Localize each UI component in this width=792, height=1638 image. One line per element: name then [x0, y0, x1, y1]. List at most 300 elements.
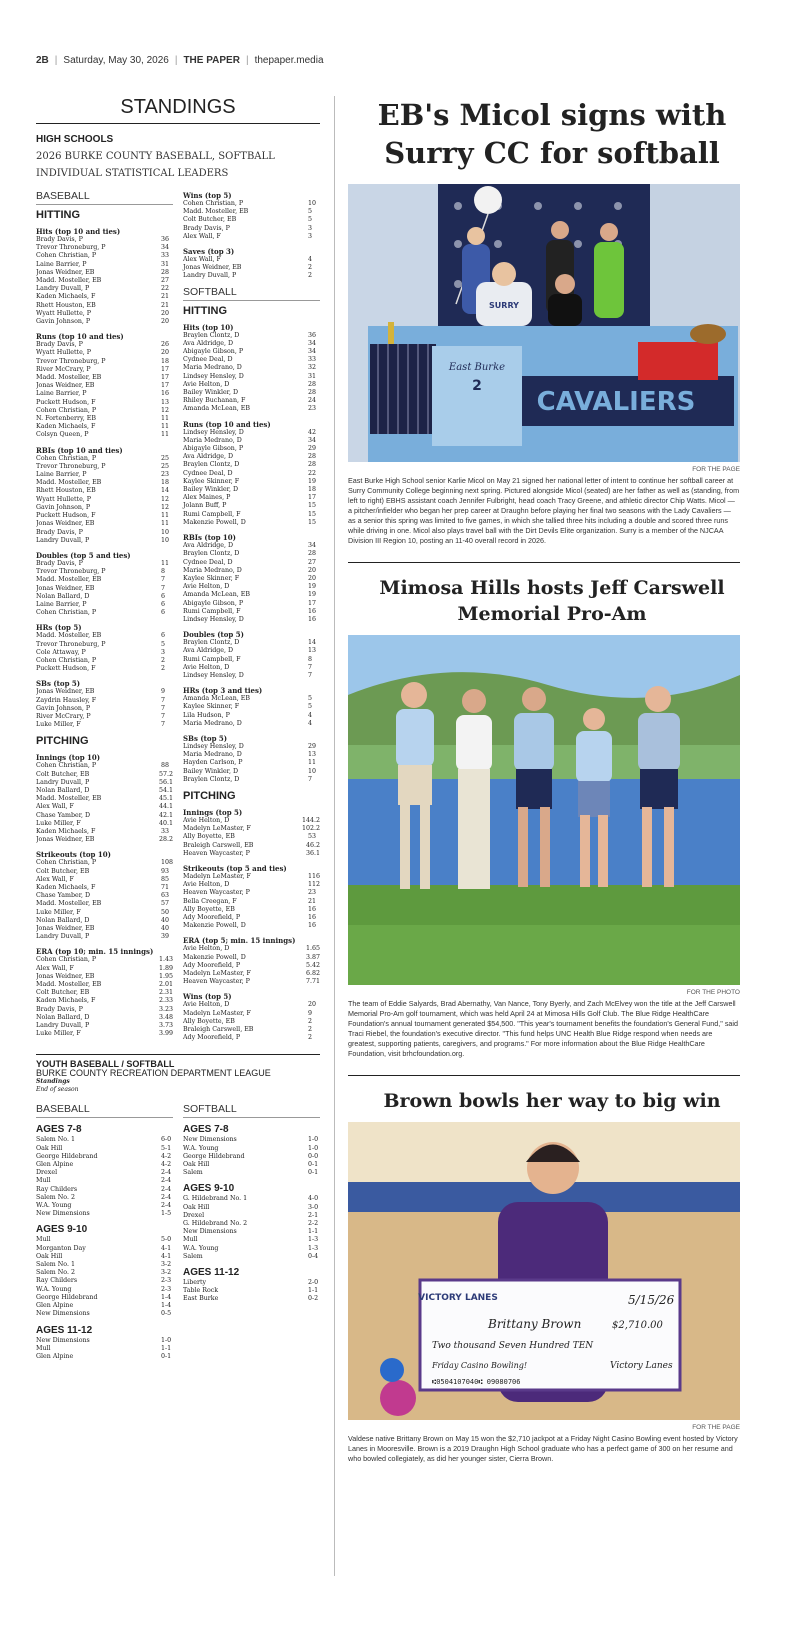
player-row	[36, 632, 173, 640]
player-name: Alex Wall, F	[36, 964, 74, 972]
stat-category-heading: Innings (top 5)	[183, 807, 243, 817]
stat-value: 11	[161, 512, 170, 520]
stat-value: 20	[308, 1001, 317, 1009]
stat-value: 10	[161, 528, 170, 536]
player-row	[183, 340, 320, 348]
stat-value: 11	[161, 431, 170, 439]
stat-value: 6.82	[305, 970, 320, 978]
stat-value: 12	[161, 503, 170, 511]
team-name: Salem	[183, 1252, 203, 1260]
team-name: New Dimensions	[36, 1210, 90, 1218]
team-name: Liberty	[183, 1279, 207, 1287]
team-record: 1-1	[308, 1287, 319, 1295]
player-row	[36, 884, 173, 892]
stat-value: 85	[161, 875, 170, 883]
check-micr: ⑆0504107040⑆ 09080706	[432, 1378, 521, 1386]
player-row	[183, 478, 320, 486]
header-separator: |	[245, 55, 249, 66]
player-row	[183, 970, 320, 978]
stat-value: 3.87	[305, 953, 320, 961]
player-row	[183, 1018, 320, 1026]
player-row	[36, 649, 173, 657]
player-name: Braylen Clontz, D	[183, 775, 240, 783]
stat-value: 2.01	[158, 981, 173, 989]
stat-value: 3	[308, 232, 313, 240]
stat-value: 27	[161, 277, 170, 285]
stat-value: 21	[308, 897, 317, 905]
player-name: Luke Miller, F	[36, 819, 81, 827]
team-row	[36, 1153, 173, 1161]
stat-value: 11	[161, 559, 170, 567]
player-row	[183, 616, 320, 624]
team-row	[183, 1253, 320, 1261]
player-name: Jonas Weidner, EB	[36, 972, 95, 980]
check-logo: VICTORY LANES	[418, 1293, 498, 1303]
team-name: Mull	[36, 1344, 51, 1352]
player-name: Avie Helton, D	[183, 1001, 230, 1009]
stat-category-heading: Doubles (top 5 and ties)	[36, 550, 131, 560]
team-row	[183, 1153, 320, 1161]
player-name: Lindsey Hensley, D	[183, 742, 244, 750]
team-row	[36, 1261, 173, 1269]
stat-value: 34	[308, 542, 317, 550]
story-divider	[348, 1075, 740, 1076]
team-row	[183, 1195, 320, 1203]
player-row	[36, 779, 173, 787]
baseball-hitting-stats	[36, 227, 173, 729]
player-row	[183, 356, 320, 364]
player-row	[183, 348, 320, 356]
player-name: Bailey Winkler, D	[183, 486, 239, 494]
stat-value: 17	[161, 382, 170, 390]
team-name: Mull	[36, 1177, 51, 1185]
player-name: Chase Yamber, D	[36, 892, 91, 900]
check-words: Two thousand Seven Hundred TEN	[432, 1341, 594, 1351]
team-record: 2-4	[161, 1177, 172, 1185]
stat-value: 25	[161, 462, 170, 470]
stat-value: 7	[161, 721, 166, 729]
player-name: Colt Butcher, EB	[36, 770, 90, 778]
page-number: 2B	[36, 55, 49, 66]
team-row	[183, 1161, 320, 1169]
player-row	[36, 236, 173, 244]
player-row	[36, 593, 173, 601]
player-row	[36, 585, 173, 593]
stat-value: 16	[308, 922, 317, 930]
player-name: Trevor Throneburg, P	[36, 244, 106, 252]
stat-value: 71	[161, 884, 170, 891]
player-row	[36, 537, 173, 545]
stat-value: 40.1	[158, 819, 173, 827]
stat-value: 36	[308, 331, 317, 339]
player-name: Madelyn LeMaster, F	[183, 1009, 251, 1017]
player-name: Brady Davis, P	[36, 528, 83, 536]
youth-standings-label: Standings	[36, 1078, 70, 1086]
player-name: Lindsey Hensley, D	[183, 671, 244, 679]
player-row	[36, 358, 173, 366]
player-row	[36, 697, 173, 705]
player-name: Madd. Mosteller, EB	[36, 479, 102, 487]
player-name: Madd. Mosteller, EB	[36, 632, 102, 640]
player-name: Avie Helton, D	[183, 945, 230, 953]
player-name: Heaven Waycaster, P	[183, 889, 250, 897]
player-name: Ady Moorefield, P	[183, 914, 241, 921]
team-record: 1-0	[308, 1136, 319, 1144]
team-record: 0-1	[308, 1161, 319, 1169]
player-row	[183, 833, 320, 841]
stat-value: 15	[308, 510, 317, 518]
player-row	[183, 567, 320, 575]
stat-category-heading: Wins (top 5)	[183, 992, 232, 1002]
team-record: 0-1	[161, 1352, 172, 1360]
team-record: 1-4	[161, 1293, 172, 1301]
stat-value: 34	[161, 244, 170, 252]
softball-label: SOFTBALL	[183, 283, 320, 301]
team-record: 5-1	[161, 1144, 172, 1152]
stat-value: 39	[161, 933, 170, 941]
stat-value: 17	[161, 365, 170, 373]
player-row	[36, 909, 173, 917]
stat-value: 10	[161, 536, 170, 544]
team-name: G. Hildebrand No. 1	[183, 1195, 248, 1203]
stat-category-heading: HRs (top 3 and ties)	[183, 686, 263, 696]
stat-value: 63	[161, 892, 170, 900]
stat-value: 53	[308, 833, 317, 841]
player-row	[36, 520, 173, 528]
team-name: Salem	[183, 1169, 203, 1177]
team-record: 4-0	[308, 1195, 319, 1203]
player-name: Gavin Johnson, P	[36, 503, 91, 511]
stat-value: 33	[161, 252, 170, 260]
stat-category-heading: SBs (top 5)	[183, 733, 228, 743]
player-name: Ava Aldridge, D	[183, 647, 234, 655]
player-name: Ally Boyette, EB	[183, 1017, 235, 1025]
player-name: Makenzie Powell, D	[183, 518, 246, 526]
player-row	[183, 332, 320, 340]
player-name: Madd. Mosteller, EB	[36, 374, 102, 382]
player-row	[36, 382, 173, 390]
player-row	[36, 721, 173, 729]
team-name: W.A. Young	[183, 1144, 219, 1152]
standings-subheading: 2026 BURKE COUNTY BASEBALL, SOFTBALL	[36, 151, 275, 162]
player-row	[36, 828, 173, 836]
player-row	[183, 364, 320, 372]
player-name: Cydnee Deal, D	[183, 469, 233, 477]
team-record: 4-1	[161, 1252, 172, 1260]
stat-category-heading: RBIs (top 10)	[183, 533, 236, 543]
pitching-heading: PITCHING	[36, 735, 89, 748]
stat-value: 1.43	[158, 956, 173, 964]
team-record: 2-0	[308, 1279, 319, 1287]
player-name: Madelyn LeMaster, F	[183, 970, 251, 978]
stat-value: 8	[308, 655, 313, 663]
team-row	[183, 1279, 320, 1287]
team-name: Table Rock	[183, 1287, 219, 1295]
player-name: Jonas Weidner, EB	[36, 584, 95, 592]
player-name: Puckett Hudson, F	[36, 398, 96, 406]
stat-value: 11	[161, 423, 170, 431]
player-name: Rumi Campbell, F	[183, 655, 241, 663]
youth-season-label: End of season	[36, 1086, 79, 1094]
team-name: Salem No. 1	[36, 1261, 75, 1269]
stat-value: 20	[308, 574, 317, 582]
team-name: W.A. Young	[36, 1202, 72, 1210]
player-name: Wyatt Hullette, P	[36, 309, 92, 317]
stat-value: 3	[308, 224, 313, 232]
header-separator: |	[54, 55, 58, 66]
player-name: Kaden Michaels, F	[36, 293, 96, 301]
stat-value: 23	[161, 471, 170, 479]
player-row	[183, 486, 320, 494]
player-row	[183, 776, 320, 784]
jersey-text: East Burke	[448, 362, 506, 373]
player-row	[183, 453, 320, 461]
player-name: Avie Helton, D	[183, 583, 230, 591]
player-row	[36, 609, 173, 617]
page-header	[36, 55, 756, 66]
player-row	[36, 463, 173, 471]
player-name: Gavin Johnson, P	[36, 704, 91, 712]
player-row	[36, 665, 173, 673]
player-row	[36, 407, 173, 415]
player-name: Cohen Christian, P	[36, 859, 97, 867]
paper-site[interactable]: thepaper.media	[254, 55, 324, 66]
player-row	[183, 264, 320, 272]
stat-value: 57	[161, 900, 170, 908]
player-row	[183, 898, 320, 906]
youth-title: YOUTH BASEBALL / SOFTBALL	[36, 1059, 175, 1070]
stat-value: 34	[308, 339, 317, 347]
player-row	[36, 504, 173, 512]
stat-value: 9	[161, 688, 166, 696]
player-name: Ady Moorefield, P	[183, 1034, 241, 1042]
stat-value: 102.2	[301, 825, 320, 833]
age-group-heading: AGES 9-10	[36, 1224, 88, 1236]
player-name: Landry Duvall, P	[36, 285, 90, 293]
team-name: Mull	[183, 1236, 198, 1244]
youth-baseball-standings	[36, 1124, 173, 1361]
stat-value: 108	[160, 859, 173, 867]
stat-value: 13	[161, 398, 170, 406]
team-row	[36, 1236, 173, 1244]
player-row	[36, 868, 173, 876]
player-row	[183, 978, 320, 986]
player-name: Braylen Clontz, D	[183, 550, 240, 558]
stat-category-heading: Hits (top 10 and ties)	[36, 227, 121, 236]
team-row	[183, 1245, 320, 1253]
player-row	[36, 496, 173, 504]
team-row	[36, 1245, 173, 1253]
team-row	[36, 1210, 173, 1218]
player-row	[183, 817, 320, 825]
player-row	[36, 981, 173, 989]
youth-standings	[36, 1054, 320, 1361]
team-row	[36, 1161, 173, 1169]
stat-value: 5	[308, 216, 313, 224]
stat-value: 7	[161, 576, 166, 584]
stat-value: 2.31	[158, 989, 173, 997]
player-row	[183, 850, 320, 858]
team-row	[36, 1253, 173, 1261]
team-row	[36, 1169, 173, 1177]
player-row	[36, 341, 173, 349]
team-name: Ray Childers	[36, 1185, 78, 1193]
player-name: Heaven Waycaster, P	[183, 849, 250, 857]
stat-value: 23	[308, 889, 317, 897]
stat-value: 88	[161, 762, 170, 770]
check-amount: $2,710.00	[612, 1320, 663, 1331]
player-row	[183, 272, 320, 280]
player-name: Puckett Hudson, F	[36, 512, 96, 520]
team-row	[36, 1277, 173, 1285]
stat-category-heading: Innings (top 10)	[36, 753, 101, 763]
player-row	[36, 820, 173, 828]
player-name: Luke Miller, F	[36, 908, 81, 916]
stat-value: 3.99	[158, 1030, 173, 1038]
team-name: Drexel	[183, 1211, 205, 1219]
team-name: G. Hildebrand No. 2	[183, 1220, 248, 1228]
team-record: 2-4	[161, 1193, 172, 1201]
player-name: Jonas Weidner, EB	[36, 836, 95, 844]
player-name: Rumi Campbell, F	[183, 510, 241, 518]
team-row	[183, 1212, 320, 1220]
team-record: 2-4	[161, 1185, 172, 1193]
player-row	[36, 349, 173, 357]
stat-category-heading: Wins (top 5)	[183, 191, 232, 200]
player-name: Jonas Weidner, EB	[36, 925, 95, 933]
team-record: 0-5	[161, 1310, 172, 1318]
team-name: Salem No. 2	[36, 1269, 75, 1277]
player-name: Lila Hudson, P	[183, 711, 230, 719]
player-row	[36, 956, 173, 964]
player-name: Trevor Throneburg, P	[36, 462, 106, 470]
player-name: Nolan Ballard, D	[36, 916, 90, 924]
player-name: Laine Barrier, P	[36, 390, 87, 398]
stat-value: 1.65	[305, 945, 320, 953]
player-row	[183, 906, 320, 914]
player-name: Cole Attaway, P	[36, 648, 86, 656]
player-row	[183, 200, 320, 208]
player-name: Abigayle Gibson, P	[183, 445, 244, 453]
player-row	[183, 208, 320, 216]
player-name: Landry Duvall, P	[36, 933, 90, 941]
stat-value: 2	[308, 1034, 313, 1042]
player-name: Bailey Winkler, D	[183, 389, 239, 397]
stat-value: 16	[161, 390, 170, 398]
softball-column	[183, 185, 320, 1042]
check-payee: Brittany Brown	[488, 1317, 582, 1331]
team-row	[36, 1310, 173, 1318]
player-name: Trevor Throneburg, P	[36, 568, 106, 576]
team-name: Salem No. 1	[36, 1136, 75, 1144]
team-name: W.A. Young	[36, 1285, 72, 1293]
age-group-heading: AGES 11-12	[183, 1267, 240, 1279]
player-row	[183, 720, 320, 728]
player-name: Avie Helton, D	[183, 380, 230, 388]
stat-value: 20	[161, 318, 170, 326]
player-name: Rhett Houston, EB	[36, 301, 96, 309]
player-row	[183, 502, 320, 510]
story1-headline: EB's Micol signs with Surry CC for softball	[377, 98, 727, 170]
player-row	[36, 277, 173, 285]
stat-category-heading: ERA (top 5; min. 15 innings)	[183, 936, 296, 946]
player-name: Kaden Michaels, F	[36, 423, 96, 431]
stat-value: 14	[161, 487, 170, 495]
age-group-heading: AGES 7-8	[36, 1124, 82, 1136]
player-name: Braylen Clontz, D	[183, 461, 240, 469]
stat-value: 21	[161, 293, 170, 301]
stat-value: 6	[161, 632, 166, 640]
story2-headline: Mimosa Hills hosts Jeff Carswell Memorial Pro-Am	[379, 577, 725, 625]
player-row	[36, 989, 173, 997]
player-name: Amanda McLean, EB	[183, 695, 251, 703]
player-row	[36, 762, 173, 770]
stat-value: 6	[161, 592, 166, 600]
standings-subheading: INDIVIDUAL STATISTICAL LEADERS	[36, 168, 229, 179]
player-row	[36, 471, 173, 479]
baseball-label: BASEBALL	[36, 187, 173, 205]
stat-value: 50	[161, 908, 170, 916]
photo-credit: FOR THE PAGE	[692, 466, 740, 473]
check-memo: Friday Casino Bowling!	[432, 1361, 528, 1370]
player-row	[183, 381, 320, 389]
big-check	[418, 1280, 680, 1390]
stat-category-heading: Strikeouts (top 5 and ties)	[183, 863, 287, 873]
player-name: Heaven Waycaster, P	[183, 978, 250, 986]
stat-value: 36	[161, 236, 170, 243]
player-name: Kaylee Skinner, F	[183, 703, 240, 711]
player-name: Ava Aldridge, D	[183, 453, 234, 461]
team-row	[36, 1177, 173, 1185]
player-name: Puckett Hudson, F	[36, 665, 96, 673]
stat-value: 17	[161, 374, 170, 382]
team-row	[36, 1202, 173, 1210]
team-row	[183, 1236, 320, 1244]
player-name: Lindsey Hensley, D	[183, 615, 244, 623]
stat-value: 19	[308, 583, 317, 591]
team-record: 0-1	[308, 1169, 319, 1177]
stat-value: 42	[308, 428, 317, 436]
player-row	[183, 373, 320, 381]
stat-value: 16	[308, 615, 317, 623]
team-record: 1-4	[161, 1302, 172, 1310]
player-name: Maria Medrano, D	[183, 719, 242, 727]
stat-value: 7	[161, 712, 166, 720]
player-row	[36, 285, 173, 293]
check-signature: Victory Lanes	[610, 1361, 673, 1371]
stat-value: 7	[161, 696, 166, 704]
stat-value: 56.1	[158, 778, 173, 786]
team-name: W.A. Young	[183, 1244, 219, 1252]
player-row	[183, 389, 320, 397]
stat-value: 20	[161, 309, 170, 317]
player-row	[183, 768, 320, 776]
team-name: George Hildebrand	[36, 1293, 98, 1301]
player-name: Avie Helton, D	[183, 881, 230, 889]
stat-value: 15	[308, 518, 317, 526]
player-name: Madd. Mosteller, EB	[36, 900, 102, 908]
player-row	[36, 487, 173, 495]
stat-value: 3.48	[158, 1013, 173, 1021]
stat-value: 5	[308, 208, 313, 216]
baseball-column	[36, 185, 173, 1042]
softball-pitching-stats	[183, 808, 320, 1042]
player-row	[36, 431, 173, 439]
stat-value: 6	[161, 609, 166, 617]
player-name: Makenzie Powell, D	[183, 922, 246, 930]
player-name: Cydnee Deal, D	[183, 356, 233, 364]
stat-value: 29	[308, 742, 317, 750]
